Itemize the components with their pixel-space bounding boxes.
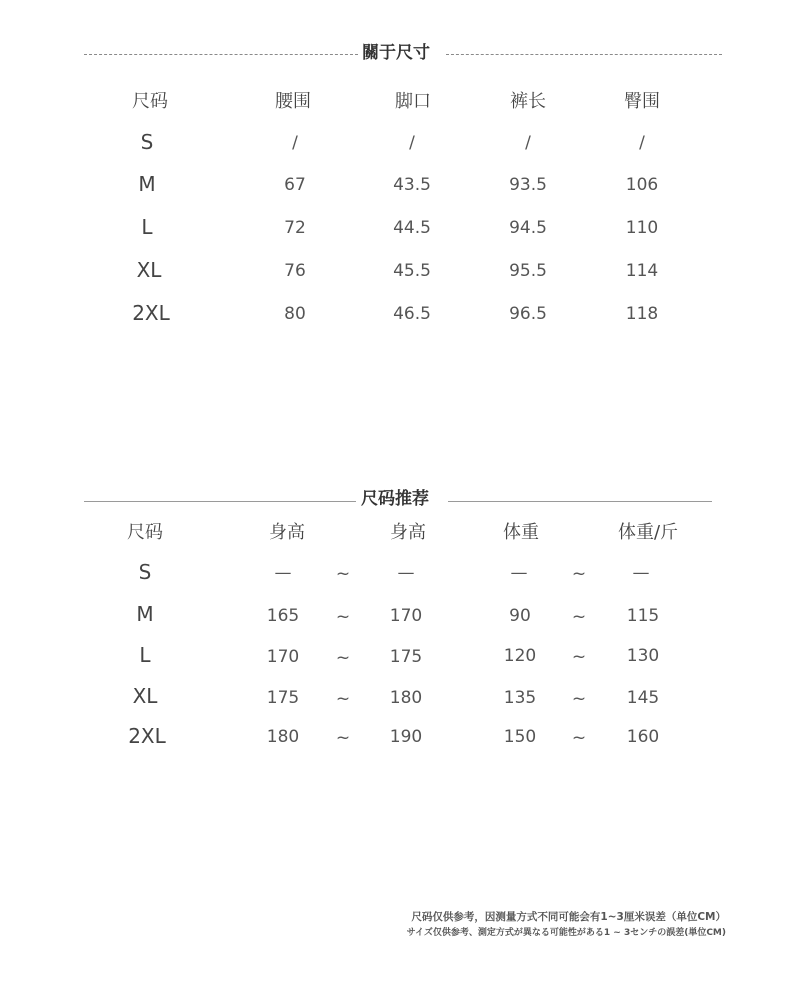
weight-tilde: ~ (571, 607, 587, 627)
header-hem: 脚口 (395, 91, 431, 112)
length-value: / (525, 133, 531, 153)
height-tilde: ~ (335, 564, 351, 584)
height-from-value: 175 (266, 688, 300, 708)
weight-to-value: 115 (626, 606, 660, 626)
header-size: 尺码 (127, 522, 163, 543)
waist-value: 72 (284, 218, 306, 238)
size-label: XL (132, 684, 158, 708)
section1-title: 關于尺寸 (362, 43, 430, 63)
size-label: L (139, 643, 151, 667)
hem-value: / (409, 133, 415, 153)
hem-value: 44.5 (393, 218, 431, 238)
footer-note-chinese: 尺码仅供参考，因测量方式不同可能会有1~3厘米误差（单位CM） (411, 911, 726, 923)
height-to-value: 190 (389, 727, 423, 747)
size-label: M (138, 172, 156, 196)
length-value: 94.5 (509, 218, 547, 238)
hip-value: 106 (625, 175, 659, 195)
weight-from-value: 150 (503, 727, 537, 747)
hip-value: / (639, 133, 645, 153)
header-size: 尺码 (132, 91, 168, 112)
header-hip: 臀围 (624, 91, 660, 112)
height-tilde: ~ (335, 648, 351, 668)
weight-to-value: 160 (626, 727, 660, 747)
height-tilde: ~ (335, 607, 351, 627)
height-from-value: 180 (266, 727, 300, 747)
size-label: S (138, 560, 152, 584)
hem-value: 46.5 (393, 304, 431, 324)
hem-value: 45.5 (393, 261, 431, 281)
weight-tilde: ~ (571, 689, 587, 709)
weight-to-value: 145 (626, 688, 660, 708)
height-from-value: — (274, 563, 292, 583)
section1-divider-left (84, 54, 358, 55)
size-label: M (136, 602, 154, 626)
size-label: S (140, 130, 154, 154)
header-waist: 腰围 (275, 91, 311, 112)
header-weight-to: 体重/斤 (617, 522, 679, 543)
header-height-to: 身高 (390, 522, 426, 543)
size-label: XL (136, 258, 162, 282)
waist-value: 80 (284, 304, 306, 324)
weight-to-value: — (632, 563, 650, 583)
weight-from-value: 135 (503, 688, 537, 708)
hem-value: 43.5 (393, 175, 431, 195)
section2-title: 尺码推荐 (361, 489, 429, 509)
height-tilde: ~ (335, 689, 351, 709)
length-value: 93.5 (509, 175, 547, 195)
header-height-from: 身高 (269, 522, 305, 543)
hip-value: 110 (625, 218, 659, 238)
length-value: 96.5 (509, 304, 547, 324)
header-length: 裤长 (510, 91, 546, 112)
weight-from-value: — (510, 563, 528, 583)
size-label: 2XL (132, 301, 170, 325)
section2-divider-left (84, 501, 356, 502)
height-to-value: 175 (389, 647, 423, 667)
weight-tilde: ~ (571, 647, 587, 667)
weight-to-value: 130 (626, 646, 660, 666)
waist-value: / (292, 133, 298, 153)
weight-from-value: 90 (509, 606, 531, 626)
size-label: L (141, 215, 153, 239)
waist-value: 76 (284, 261, 306, 281)
weight-tilde: ~ (571, 728, 587, 748)
height-from-value: 165 (266, 606, 300, 626)
height-from-value: 170 (266, 647, 300, 667)
size-label: 2XL (128, 724, 166, 748)
height-to-value: 180 (389, 688, 423, 708)
hip-value: 114 (625, 261, 659, 281)
section1-divider-right (446, 54, 722, 55)
footer-note-japanese: サイズ仅供参考、測定方式が異なる可能性がある1 ~ 3センチの誤差(単位CM) (406, 928, 726, 938)
weight-tilde: ~ (571, 564, 587, 584)
hip-value: 118 (625, 304, 659, 324)
height-to-value: 170 (389, 606, 423, 626)
weight-from-value: 120 (503, 646, 537, 666)
height-tilde: ~ (335, 728, 351, 748)
section2-divider-right (448, 501, 712, 502)
waist-value: 67 (284, 175, 306, 195)
height-to-value: — (397, 563, 415, 583)
header-weight-from: 体重 (503, 522, 539, 543)
length-value: 95.5 (509, 261, 547, 281)
